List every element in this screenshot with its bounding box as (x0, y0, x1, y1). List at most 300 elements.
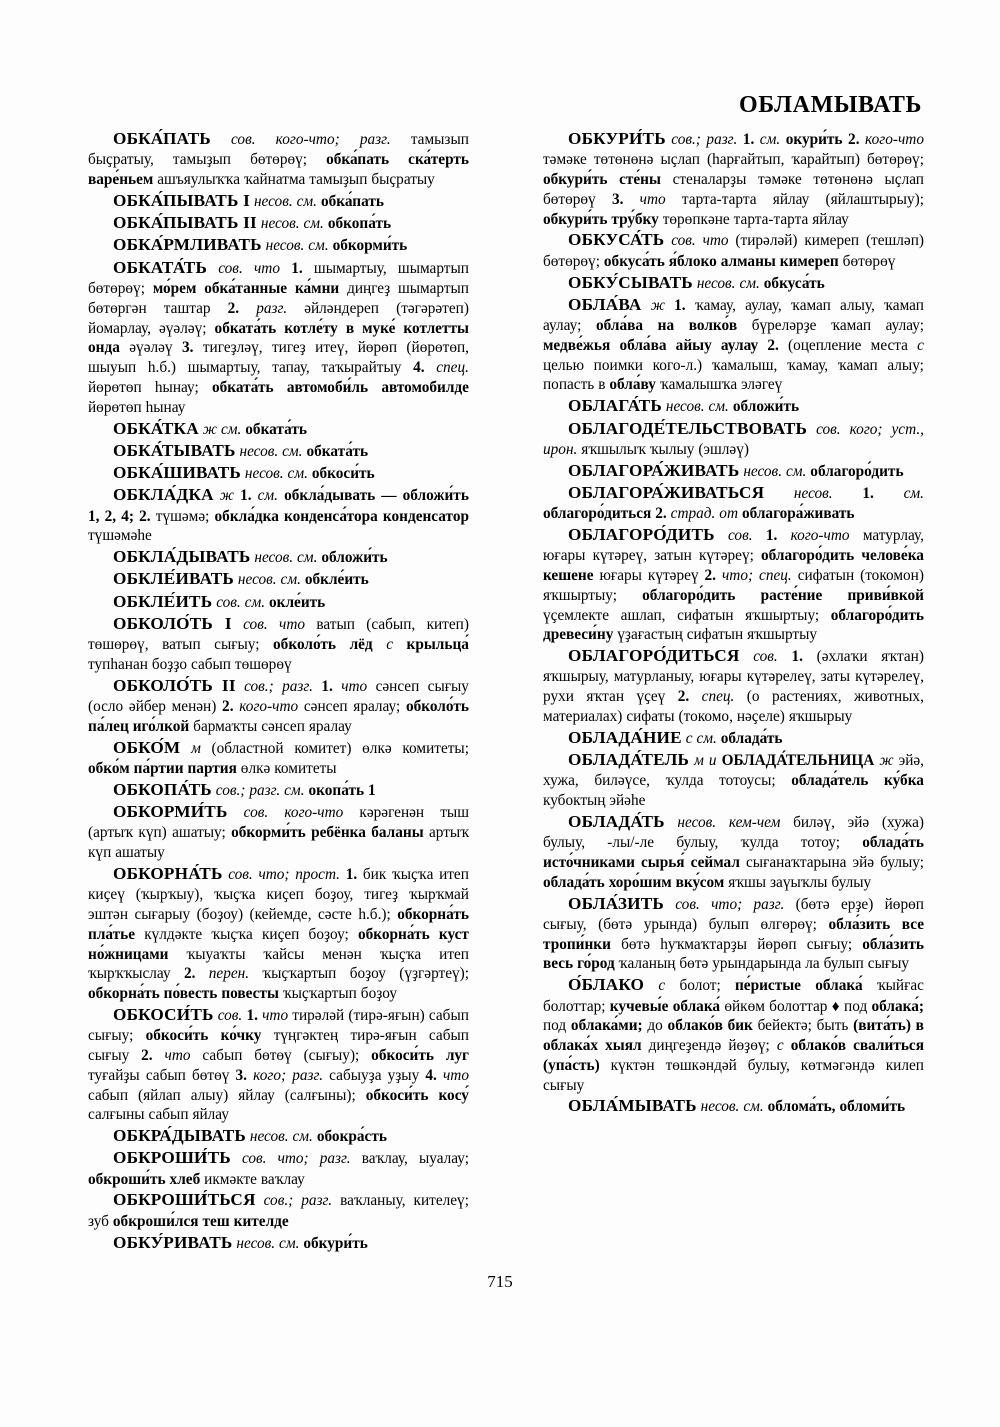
translation-text: шыуып (88, 359, 137, 377)
grammar-label: см. (287, 465, 308, 483)
example-phrase: пе́ристые (734, 977, 801, 995)
grammar-label: уст., (891, 420, 924, 438)
translation-text: үҙағастың (617, 626, 683, 644)
example-phrase: облако́в (790, 1037, 847, 1055)
translation-text: боҙҙо (151, 656, 188, 674)
translation-text: ашъяулыҡҡа (157, 171, 240, 189)
example-phrase: (вита́ть) (853, 1017, 911, 1035)
translation-text: бөтөрөү (543, 190, 596, 208)
translation-text: йөрөп (884, 895, 924, 913)
dictionary-entry (88, 779, 469, 801)
translation-text: күтәреү (647, 566, 699, 584)
example-phrase: алманы (720, 252, 776, 270)
grammar-label: сов. (218, 259, 243, 277)
entry-headword: ОБКРОШИ́ТЬСЯ (113, 1190, 256, 1210)
grammar-label: сов. (243, 804, 269, 821)
grammar-label: сов. (816, 420, 841, 438)
translation-text: ♦ (831, 997, 840, 1015)
translation-text: матурлау, (862, 526, 924, 544)
dictionary-entry (543, 418, 924, 460)
translation-text: (йөрөтөп, (406, 339, 469, 357)
entry-headword: ОБКАТА́ТЬ (113, 257, 208, 277)
grammar-label: сов. (241, 1150, 267, 1168)
translation-text: таштар (163, 299, 211, 317)
entry-headword: ОБКОСИ́ТЬ (113, 1004, 214, 1024)
translation-text: сығыу (88, 1046, 130, 1064)
translation-text: булыу; (880, 853, 924, 871)
grammar-label: ж (202, 420, 218, 438)
sense-number: 1. (765, 526, 778, 544)
translation-text: булыу, (676, 834, 719, 852)
translation-text: бүреләрҙе (751, 317, 817, 335)
translation-text: (артыҡ (88, 824, 134, 842)
translation-text: шымартып (397, 279, 469, 297)
entry-headword: ОБКЛА́ДЫВАТЬ (113, 547, 251, 567)
translation-text: көтмәгәндә (800, 1056, 875, 1074)
grammar-label: см. (292, 1128, 313, 1146)
translation-text: тыш (440, 804, 469, 821)
translation-text: сабыуҙа (329, 1066, 382, 1084)
example-phrase: сеймал (690, 853, 740, 871)
sense-number: 3. (611, 190, 624, 208)
translation-text: юғары (599, 566, 642, 584)
translation-text: киҫеү (88, 886, 125, 904)
translation-text: эләгеү (741, 376, 783, 394)
sense-number: 1. (321, 677, 333, 695)
translation-text: сығыу (427, 677, 469, 695)
grammar-label: кого-что (865, 131, 924, 148)
entry-headword: ОБЛАДА́ТЕЛЬ (568, 750, 690, 770)
translation-text: боҙоу (349, 965, 386, 983)
example-phrase: теш (202, 1212, 230, 1230)
translation-text: бөтөргән (88, 299, 147, 317)
example-phrase: облака́; (871, 997, 924, 1015)
example-phrase: обложи́ть (732, 398, 800, 416)
translation-text: ваҡлау (260, 1170, 305, 1188)
translation-text: под (543, 1017, 567, 1035)
grammar-label: от (719, 505, 738, 523)
example-phrase: облако́в (667, 1017, 723, 1035)
translation-text: (бөтә (795, 895, 830, 913)
example-phrase: обложи́ть (402, 487, 469, 505)
translation-text: яҡшырыу, (543, 668, 609, 686)
example-phrase: обка́пать (320, 192, 384, 210)
grammar-label: что; (258, 865, 290, 883)
translation-text: үҫемлекте (543, 606, 610, 624)
sense-number: 2. (222, 698, 234, 716)
translation-text: яҡшыртыу; (543, 586, 617, 604)
translation-text: (тирә-яғын) (348, 1006, 425, 1024)
entry-body (250, 193, 384, 210)
grammar-label: разг. (301, 1192, 333, 1210)
sense-number: 2. (655, 505, 667, 523)
translation-text: бик (362, 865, 387, 883)
dictionary-entry (88, 1125, 469, 1147)
grammar-label: см. (257, 487, 279, 505)
translation-text: ватып (162, 636, 201, 654)
translation-text: ҡарайтып) (791, 151, 860, 169)
translation-text: яҡшыртыу (747, 626, 817, 644)
dictionary-entry (88, 418, 469, 440)
example-phrase: по́весть (163, 985, 218, 1003)
example-phrase: тру́бку (611, 210, 659, 228)
translation-text: төшөрөү, (88, 636, 149, 654)
sense-number: 1. (742, 131, 755, 148)
dictionary-entry (88, 484, 469, 546)
translation-text: тәмәке (757, 171, 802, 189)
entry-body (212, 594, 325, 611)
translation-text: (яйлап (137, 1086, 181, 1104)
example-phrase: приви́вкой (847, 586, 924, 604)
example-phrase: в (915, 1017, 924, 1035)
entry-headword: ОБКЛЕ́ИТЬ (113, 591, 213, 611)
translation-text: йөрөтөп (88, 398, 142, 416)
grammar-label: что (341, 677, 368, 695)
grammar-label: несов. (244, 465, 284, 483)
entry-headword: ОБЛАГОРО́ДИТЬ (568, 524, 715, 544)
grammar-label: сов.; (671, 131, 701, 148)
grammar-label: прост. (295, 865, 341, 883)
sense-number: 2. (139, 507, 151, 525)
translation-text: әүәләү; (158, 319, 207, 337)
dictionary-entry (543, 395, 924, 417)
translation-text: ыҫлап (660, 151, 700, 169)
translation-text: стеналарҙы (672, 171, 747, 189)
grammar-label: несов. (665, 398, 705, 416)
translation-text: юғары (543, 547, 586, 565)
translation-text: бейектә; (757, 1017, 812, 1035)
dictionary-entry (543, 893, 924, 975)
grammar-label: см. (785, 462, 807, 480)
translation-text: бөтөрөү; (88, 279, 145, 297)
translation-text: бөтә (679, 955, 709, 973)
grammar-label: ирон. (543, 440, 578, 458)
translation-text: комитеты; (402, 739, 469, 757)
translation-text: (сабып, (366, 615, 416, 633)
sense-number: 1. (345, 865, 358, 883)
entry-body (88, 1004, 469, 1124)
sense-number: 1. (291, 259, 303, 277)
translation-text: ҡамап (831, 317, 872, 335)
entry-body (199, 421, 307, 438)
example-phrase: кешене (543, 566, 594, 584)
example-phrase: айыу (675, 336, 712, 354)
dictionary-entry (543, 272, 924, 294)
translation-text: түшәмә; (155, 507, 210, 525)
translation-text: тарта-тарта (733, 210, 809, 228)
translation-text: аулау; (885, 317, 924, 335)
grammar-label: кем-чем (728, 813, 781, 831)
translation-text: алыу, (840, 296, 875, 314)
translation-text: түңгәктең (273, 1027, 339, 1045)
example-phrase: облада́ть (862, 834, 924, 852)
example-phrase: пла́тье (88, 925, 136, 943)
grammar-label: см. (696, 729, 717, 747)
example-phrase: в (345, 319, 355, 337)
example-phrase: го́род (577, 955, 615, 973)
example-phrase: обколо́ть (273, 636, 337, 654)
translation-text: материалах) (543, 708, 623, 725)
example-phrase: конденса́тора (283, 507, 378, 525)
entry-headword: ОБКЛА́ДКА (113, 485, 214, 505)
example-phrase: облагоро́дить (642, 586, 736, 604)
entry-headword: ОБКОРМИ́ТЬ (113, 802, 228, 821)
translation-text: яҡшылыҡ (581, 440, 646, 458)
translation-text: (үҙгәртеү); (399, 965, 469, 983)
dictionary-entry (88, 1232, 469, 1254)
translation-text: ҡаланың (618, 955, 676, 973)
page-number: 715 (487, 1272, 513, 1291)
grammar-label: см. (708, 398, 729, 416)
entry-headword: ОБКУРИ́ТЬ (568, 129, 666, 148)
grammar-label: кого; (253, 1066, 287, 1084)
translation-text: сабып (190, 656, 231, 674)
translation-text: (осло (88, 698, 124, 716)
example-phrase: ко́чку (220, 1027, 262, 1045)
grammar-label: разг. (319, 1150, 351, 1168)
grammar-label: сов.; (215, 781, 246, 799)
grammar-label: см. (903, 484, 924, 502)
grammar-label: кого-что; (275, 131, 340, 148)
entry-headword: ОБКРОШИ́ТЬ (113, 1148, 231, 1168)
example-phrase: обла́зить (862, 935, 924, 953)
grammar-label: сов.; (263, 1192, 294, 1210)
translation-text: килеп (885, 1056, 924, 1074)
translation-text: быть (816, 1017, 849, 1035)
entry-body (257, 215, 391, 232)
grammar-label: см. (297, 549, 318, 567)
example-phrase: обокра́сть (316, 1128, 387, 1146)
example-phrase: облада́ть (720, 729, 783, 747)
example-phrase: обкорми́ть (332, 237, 408, 255)
translation-text: ваҡлау, (361, 1150, 408, 1168)
translation-text: йомарлау, (88, 319, 151, 337)
translation-text: (областной (211, 739, 284, 757)
translation-text: (о (746, 688, 760, 706)
translation-text: ҡамалышҡа (659, 376, 738, 394)
example-phrase: — (381, 487, 397, 505)
translation-text: ҡайнатма (243, 171, 306, 189)
sense-number: 1 (367, 781, 376, 799)
translation-text: өйкөм (724, 997, 765, 1015)
example-phrase: но́жницами (88, 945, 169, 963)
dictionary-entry (88, 737, 469, 779)
example-phrase: древеси́ну (543, 626, 614, 644)
grammar-label: несов. (700, 1098, 740, 1116)
translation-text: болоттар (769, 997, 828, 1015)
grammar-label: спец. (436, 359, 469, 377)
grammar-label: что (702, 232, 729, 250)
translation-text: ашлап, (620, 606, 666, 624)
entry-body (88, 257, 469, 416)
dictionary-entry (88, 462, 469, 484)
translation-text: сығыу; (88, 1027, 134, 1045)
translation-text: сығыу; (806, 935, 853, 953)
grammar-label: разг. (292, 1066, 324, 1084)
example-phrase: обкоси́ть (145, 1027, 209, 1045)
example-phrase: окури́ть (785, 131, 843, 148)
example-phrase: облагоро́диться (543, 505, 652, 523)
example-phrase: облака́ми; (570, 1017, 643, 1035)
grammar-label: что (262, 1006, 289, 1024)
sense-number: 4. (413, 359, 425, 377)
translation-text: һуҡмаҡтарҙы (660, 935, 748, 953)
dictionary-entry (88, 613, 469, 675)
translation-text: ашатыу (115, 844, 165, 862)
entry-body (232, 1235, 367, 1252)
grammar-label: несов. (743, 462, 783, 480)
translation-text: эштән (88, 905, 129, 923)
example-phrase: челове́ка (861, 547, 924, 565)
translation-text: яралау; (353, 698, 401, 716)
translation-text: (ҡырҡыу), (135, 886, 204, 904)
dictionary-entry (88, 591, 469, 613)
dictionary-entry (543, 128, 924, 229)
translation-text: бөтә (621, 935, 651, 953)
translation-text: заты (820, 668, 851, 686)
translation-text: поимки (593, 356, 643, 374)
translation-text: (салғыны); (284, 1086, 356, 1104)
entry-headword: ОБЛАГОДЕ́ТЕЛЬСТВОВАТЬ (568, 418, 808, 438)
translation-text: урында) (643, 915, 698, 933)
example-phrase: аулау (720, 336, 759, 354)
translation-text: матурланыу, (613, 668, 695, 686)
dictionary-entry (88, 863, 469, 1004)
translation-text: сәнсеп (261, 717, 305, 735)
grammar-label: см. (308, 237, 329, 255)
translation-text: яҡшырыу (788, 708, 853, 725)
translation-text: хужа, (543, 772, 579, 790)
translation-text: (тәгәрәтеп) (396, 299, 469, 317)
translation-text: киҫеп (266, 886, 304, 904)
sense-number: 1. (674, 296, 686, 314)
example-phrase: обкури́ть (543, 171, 608, 189)
translation-text: сәнсеп (375, 677, 420, 695)
example-phrase: луг (445, 1046, 469, 1064)
sense-number: 4; (121, 507, 134, 525)
sense-number: 3. (181, 339, 194, 357)
translation-text: аулау; (543, 317, 582, 335)
translation-text: ҡырҡмай (408, 886, 469, 904)
translation-text: сығанаҡтарына (746, 853, 847, 871)
grammar-label: кого; (849, 420, 883, 438)
grammar-label: ж (650, 296, 665, 314)
example-phrase: обла́ву (609, 376, 656, 394)
example-phrase: весь (543, 955, 574, 973)
grammar-label: что (442, 1066, 469, 1084)
translation-text: күп (88, 844, 112, 862)
translation-text: күтәрелеү, (855, 668, 924, 686)
grammar-label: разг. (706, 131, 738, 148)
translation-text: ашатыу; (172, 824, 226, 842)
translation-text: йөҙөү; (728, 1037, 770, 1055)
dictionary-entry (543, 645, 924, 727)
translation-text: сифаты (626, 708, 675, 725)
example-phrase: все (901, 915, 924, 933)
grammar-label: несов. (254, 549, 294, 567)
entry-headword: ОБКУ́СЫВАТЬ (568, 272, 693, 292)
example-phrase: обка́пать (326, 151, 390, 169)
translation-text: ҡыҫҡа (211, 925, 253, 943)
example-phrase: обката́ть (214, 319, 277, 337)
example-phrase: автомобилде (381, 378, 469, 396)
translation-text: һ.б.) (147, 359, 177, 377)
translation-text: тигеҙ (271, 339, 306, 357)
translation-text: төшөрөү (234, 656, 292, 674)
entry-headword: ОБКРА́ДЫВАТЬ (113, 1126, 246, 1146)
translation-text: ҡырҡҡыслау (88, 965, 171, 983)
example-phrase: обла́зить (828, 915, 891, 933)
sense-number: 1. (862, 484, 874, 502)
example-phrase: исто́чниками (543, 853, 635, 871)
translation-text: ерҙе) (840, 895, 874, 913)
entry-body (234, 571, 369, 588)
example-phrase: облада́тель (791, 772, 869, 790)
entry-body (693, 275, 825, 292)
example-phrase: обкури́ть (543, 210, 608, 228)
example-phrase: котлетты (403, 319, 469, 337)
grammar-label: сов. (753, 648, 778, 666)
entry-headword: ОБКОПА́ТЬ (113, 779, 212, 799)
translation-text: туғайҙы (88, 1066, 140, 1084)
grammar-label: м (191, 739, 201, 757)
translation-text: әйбер (128, 698, 166, 716)
translation-text: кителеү; (413, 1192, 469, 1210)
grammar-label: что; (721, 566, 754, 584)
translation-text: бөтөрөү; (250, 151, 308, 169)
entry-body (88, 863, 469, 1003)
example-phrase: конденсатор (382, 507, 470, 525)
sense-number: 2. (767, 336, 779, 354)
entry-headword: ОБЛАГОРО́ДИТЬСЯ (568, 646, 740, 666)
example-phrase: вку́сом (675, 873, 725, 891)
translation-text: күтәреү, (592, 547, 648, 565)
example-phrase: ребёнка (311, 824, 366, 842)
example-phrase: облома́ть, (767, 1098, 836, 1116)
example-phrase: муке́ (362, 319, 396, 337)
translation-text: сабып (145, 1066, 186, 1084)
dictionary-entry (88, 257, 469, 418)
left-column (88, 128, 469, 1254)
grammar-label: см. (279, 1234, 300, 1252)
translation-text: диңгеҙендә (648, 1037, 722, 1055)
translation-text: до (647, 1017, 663, 1035)
entry-headword: ОБКА́ПЫВАТЬ II (113, 213, 257, 233)
translation-text: түшәмәһе (88, 527, 152, 545)
translation-text: ҡамау, (787, 356, 829, 374)
translation-text: итеп (439, 945, 469, 963)
example-phrase: обкорна́ть (357, 925, 430, 943)
grammar-label: что (254, 259, 280, 277)
example-phrase: обко́м (88, 759, 130, 777)
translation-text: эйә (847, 813, 870, 831)
translation-text: күтәреү; (698, 547, 754, 565)
example-phrase: окопа́ть (308, 781, 365, 799)
translation-text: ҡыҫҡартып (282, 985, 357, 1003)
translation-text: йөрөп (757, 935, 797, 953)
translation-text: (әхлаҡи (816, 648, 868, 666)
translation-text: (тешләп) (865, 232, 924, 250)
example-phrase: медве́жья (543, 336, 611, 354)
example-phrase: обломи́ть (839, 1098, 906, 1116)
example-phrase: баланы (371, 824, 424, 842)
grammar-label: см. (244, 593, 266, 611)
entry-body (246, 1128, 387, 1145)
translation-text: (сығыу); (303, 1046, 360, 1064)
dictionary-entry (543, 727, 924, 749)
translation-text: ҡыуаҡты (186, 945, 246, 963)
example-phrase: расте́ние (760, 586, 823, 604)
